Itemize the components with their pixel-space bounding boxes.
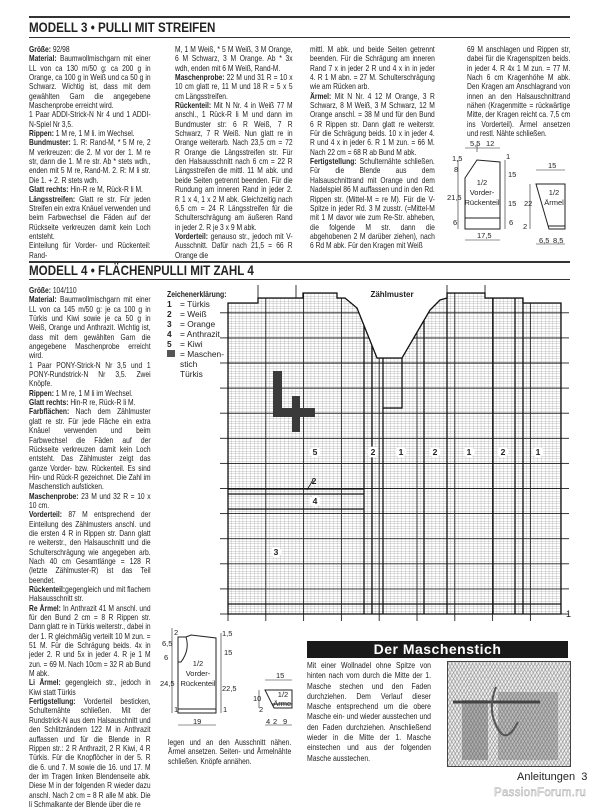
svg-text:1/2: 1/2 [548,188,560,197]
svg-text:Rückenteil: Rückenteil [464,198,500,207]
legend-item-tuerkis: 1 = Türkis [167,299,210,309]
svg-text:6,5: 6,5 [539,236,550,245]
legend-item-maschenstich: = Maschen- [167,349,227,359]
svg-text:22: 22 [524,199,533,208]
legend-item-anthrazit: 4 = Anthrazit [167,329,220,339]
svg-text:15: 15 [508,170,517,179]
svg-text:1: 1 [174,705,179,714]
paragraph: Material: Baumwollmischgarn mit einer LL von ca 145 m/50 g: je ca 100 g in Türkis und Kiwi sowie je ca 50 g in Weiß, Orange und Anthrazit. Wichtig ist, dass mit dem gewählten Garn die angegebene Maschenprobe erreicht wird. [29,294,151,361]
paragraph: Bundmuster: 1. R: Rand-M, * 5 M re, 2 M verkreuzen: die 2. M vor der 1. M re str, dann die 1. M re str. Ab * stets wdh., enden mit 5 M re, Rand-M. 2. R: M li str. Die 1. + 2. R stets wdh. [29,137,151,185]
zone-label: 2 [311,476,317,486]
paragraph: Vorderteil: 87 M entsprechend der Einteilung des Zählmusters anschl. und die ersten 4 R in Rippen str. Dann glatt re weiterstr., den Halsauschnitt und die Schulterschrägung wie angegeben arb. Nach 40 cm Gesamtlänge = 128 R (letzte Zählmuster-R) ist das Teil beendet. [29,509,151,585]
zone-label: 1 [535,447,541,457]
svg-text:Vorder-: Vorder- [185,669,211,678]
paragraph: 1 Paar PONY-Strick-N Nr 3,5 und 1 PONY-Rundstrick-N Nr 3,5. Zwei Knöpfe. [29,359,151,389]
paragraph: Maschenprobe: 22 M und 31 R = 10 x 10 cm glatt re, 11 M und 18 R = 5 x 5 cm Längsstreifen. [175,72,293,101]
svg-text:9: 9 [283,717,288,726]
paragraph: Fertigstellung: Vorderteil besticken, Schulternähte schließen. Mit der Rundstrick-N aus dem Halsauschnitt und den Schlitzrändern 122 M in Anthrazit auffassen und für die Blende in R Rippen str.: 2 R Anthrazit, 2 R Kiwi, 4 R Türkis. Für die Knopflöcher in der 5. R die 6. und 7. M sowie die 16. und 17. M der im Tragen linken Blendenseite abk. Diese M in der folgenden R wieder dazu anschl. Nach 2 cm = 8 R alle M abk. Die li Schmalkante der Blende über die re [29,696,151,809]
paragraph: 69 M anschlagen und Rippen str, dabei für die Kragenspitzen beids. in jeder 4. R 4x 1 M zun. = 77 M. Nach 6 cm Kragenhöhe M abk. Den Kragen am Anschlagrand von innen an den Halsauschnittrand nähen (Kragenmitte = rückwärtige Mitte, der Kragen reicht ca. 7,5 cm ins Vorderteil). Ärmel ansetzen und restl. Nähte schließen. [467,44,571,139]
paragraph: Einteilung für Vorder- und Rückenteil: Rand- [29,240,151,260]
svg-text:8: 8 [454,165,459,174]
zone-label: 2 [500,447,506,457]
paragraph: Größe: 104/110 [29,285,77,295]
svg-text:15: 15 [508,199,517,208]
paragraph: Material: Baumwollmischgarn mit einer LL von ca 130 m/50 g: ca 200 g in Orange, ca 100 g in Weiß und ca 50 g in Schwarz. Wichtig ist, dass mit dem gewählten Garn die angegebene Maschenprobe erreicht wird. [29,53,151,111]
svg-text:15: 15 [276,671,285,680]
svg-text:4: 4 [266,717,271,726]
zone-label: 2 [432,447,438,457]
row-marker: 1 [566,609,572,619]
svg-text:1/2: 1/2 [192,659,204,668]
svg-text:12: 12 [486,139,495,148]
svg-text:6: 6 [509,218,514,227]
svg-text:21,5: 21,5 [447,193,462,202]
svg-text:6: 6 [164,653,169,662]
paragraph: Rippen: 1 M re, 1 M li im Wechsel. [29,387,133,398]
svg-text:Vorder-: Vorder- [469,188,495,197]
paragraph: Glatt rechts: Hin-R re, Rück-R li M. [29,397,136,408]
paragraph: Längsstreifen: Glatt re str. Für jeden Streifen ein extra Knäuel verwenden und beim Farbwechsel die Fäden auf der Rückseite verkreuzen damit kein Loch entsteht. [29,193,151,241]
modell-3-title: MODELL 3 • PULLI MIT STREIFEN [29,20,216,35]
paragraph: Ärmel: Mit N Nr. 4 12 M Orange, 3 R Schwarz, 8 M Weiß, 3 M Schwarz, 12 M Orange anschl. = 38 M und für den Bund 6 R Rippen str. Dann glatt re weiterstr. Für die Schrägung beids. 10 x in jeder 4. R und 4 x in jeder 6. R 1 M zun. = 66 M. Nach 22 cm = 68 R ab Bund M abk. [310,90,435,157]
paragraph: Rippen: 1 M re, 1 M li. im Wechsel. [29,128,135,139]
legend-item-orange: 3 = Orange [167,319,216,329]
svg-text:1,5: 1,5 [222,629,233,638]
svg-text:1: 1 [223,705,228,714]
paragraph: Li Ärmel: gegengleich str., jedoch in Kiwi statt Türkis [29,677,151,697]
legend-item-kiwi: 5 = Kiwi [167,339,203,349]
needle-icon [448,662,570,766]
svg-text:22,5: 22,5 [222,684,237,693]
paragraph: Rückenteil: Mit N Nr. 4 in Weiß 77 M anschl., 1 Rück-R li M und dann im Bundmuster str: 6 R Weiß, 7 R Schwarz, 7 R Weiß. Nun glatt re in Orange weiterarb. Nach 23,5 cm = 72 R Orange die Längsstreifen str. Für den Halsausschnitt nach 6 cm = 22 R Längsstreifen die mittl. 11 M abk. und beide Seiten getrennt beenden. Für die Rundung am inneren Rand in jeder 2. R 1 x 4, 1 x 2 M abk. Gleichzeitig nach 6,5 cm = 24 R Längsstreifen für die Schulterschrägung am äußeren Rand in jeder 2. R je 3 x 9 M abk. [175,100,293,232]
svg-text:10: 10 [253,694,262,703]
chart-grid [228,293,561,614]
paragraph: Re Ärmel: In Anthrazit 41 M anschl. und für den Bund 2 cm = 8 R Rippen str. Dann glatt re in Türkis weiterstr., dabei in der 1. R gleichmäßig verteilt 10 M zun. = 51 M. Für die Schrägung beids. 4x in jeder 2. R und 5x in jeder 4. R je 1 M zun. = 69 M. Nach 10cm = 32 R ab Bund M abk. [29,602,151,679]
maschenstich-illustration [447,661,571,767]
paragraph: Größe: 92/98 [29,44,70,54]
chart-legend: Zeichenerklärung: 1 = Türkis 2 = Weiß 3 = Orange 4 = Anthrazit 5 = Kiwi = Maschen- stich Türkis [167,289,227,379]
paragraph: mittl. M abk. und beide Seiten getrennt beenden. Für die Schrägung am inneren Rand 7 x in jeder 2 R und 4 x in in jeder 4. R 1 M abn. = 27 M. Schulterschrägung wie am Rücken arb. [310,44,435,92]
page-footer: Anleitungen 3 [517,771,588,783]
svg-text:24,5: 24,5 [160,679,175,688]
paragraph: 1 Paar ADDI-Strick-N Nr 4 und 1 ADDI-N-Spiel Nr 3,5. [29,109,151,129]
svg-text:17,5: 17,5 [477,231,492,240]
watermark: PassionForum.ru [494,787,587,799]
zone-label: 2 [370,447,376,457]
paragraph: Glatt rechts: Hin-R re M, Rück-R li M. [29,184,143,195]
paragraph: Vorderteil: genauso str., jedoch mit V-Ausschnitt. Dafür nach 21,5 = 66 R Orange die [175,230,293,260]
svg-text:Ärmel: Ärmel [544,198,564,207]
svg-text:2: 2 [523,222,528,231]
zone-label: 1 [466,447,472,457]
svg-text:6,5: 6,5 [162,639,173,648]
svg-text:2: 2 [273,717,278,726]
zone-label: 4 [312,496,318,506]
svg-text:1: 1 [506,152,511,161]
zone-label: 1 [398,447,404,457]
svg-text:1,5: 1,5 [452,154,463,163]
maschenstich-header: Der Maschenstich [307,641,568,658]
legend-item-weiss: 2 = Weiß [167,309,207,319]
svg-text:Ärmel: Ärmel [273,699,293,708]
paragraph: legen und an den Ausschnitt nähen. Ärmel ansetzen. Seiten- und Ärmelnähte schließen. Knöpfe annähen. [168,737,292,766]
chart-title: Zählmuster [370,290,414,299]
svg-text:1/2: 1/2 [277,690,289,699]
paragraph: Fertigstellung: Schulternähte schließen. Für die Blende aus dem Halsauschnittrand mit Orange und dem Nadelspiel 86 M auffassen und in den Rd. Rippen str. (Mittel-M = re M). Für die V-Spitze in jeder Rd. 3 M zusstr. (=Mittel-M mit 1 M davor wie zum Re-Str. abheben, die folgende M str. dann die abgehobenen 2 M darüber ziehen), nach 6 Rd M abk. Für den Kragen mit Weiß [310,156,435,251]
zaehlmuster-chart [220,285,571,621]
svg-text:2: 2 [174,628,179,637]
svg-text:2: 2 [259,705,264,714]
paragraph: Farbflächen: Nach dem Zählmuster glatt re str. Für jede Fläche ein extra Knäuel verwenden und beim Farbwechsel die Fäden auf der Rückseite verkreuzen damit kein Loch entsteht. Das Zählmuster zeigt das ganze Vorder- bzw. Rückenteil. Es sind Hin- und Rück-R gezeichnet. Die Zahl im Maschenstich aufsticken. [29,406,151,492]
svg-text:6: 6 [453,218,458,227]
svg-text:1/2: 1/2 [476,178,488,187]
motif-bar [292,396,300,432]
maschenstich-text: Mit einer Wollnadel ohne Spitze von hinten nach vorn durch die Mitte der 1. Masche stechen und den Faden durchziehen. Dem Verlauf dieser Masche entsprechend um die obere Masche ein- und wieder ausstechen und den Faden durchziehen. Anschließend wieder in die Mitte der 1. Masche einstechen und aus der folgenden Masche ausstechen. [307,660,431,763]
svg-text:19: 19 [193,717,202,726]
paragraph: Maschenprobe: 23 M und 32 R = 10 x 10 cm. [29,490,151,510]
svg-text:15: 15 [224,648,233,657]
svg-text:Rückenteil: Rückenteil [180,679,216,688]
svg-text:8,5: 8,5 [553,236,564,245]
svg-text:5,5: 5,5 [470,139,481,148]
svg-text:15: 15 [548,161,557,170]
zone-label: 3 [273,547,279,557]
zone-label: 5 [312,447,318,457]
modell-4-schematic-labels [160,628,293,726]
legend-title: Zeichenerklärung: [167,289,227,299]
paragraph: M, 1 M Weiß, * 5 M Weiß, 3 M Orange, 6 M Schwarz, 3 M Orange. Ab * 3x wdh, enden mit 6 M Weiß, Rand-M. [175,44,293,73]
paragraph: Rückenteil:gegengleich und mit flachem Halsausschnitt str. [29,584,151,604]
modell-4-title: MODELL 4 • FLÄCHENPULLI MIT ZAHL 4 [29,263,254,278]
